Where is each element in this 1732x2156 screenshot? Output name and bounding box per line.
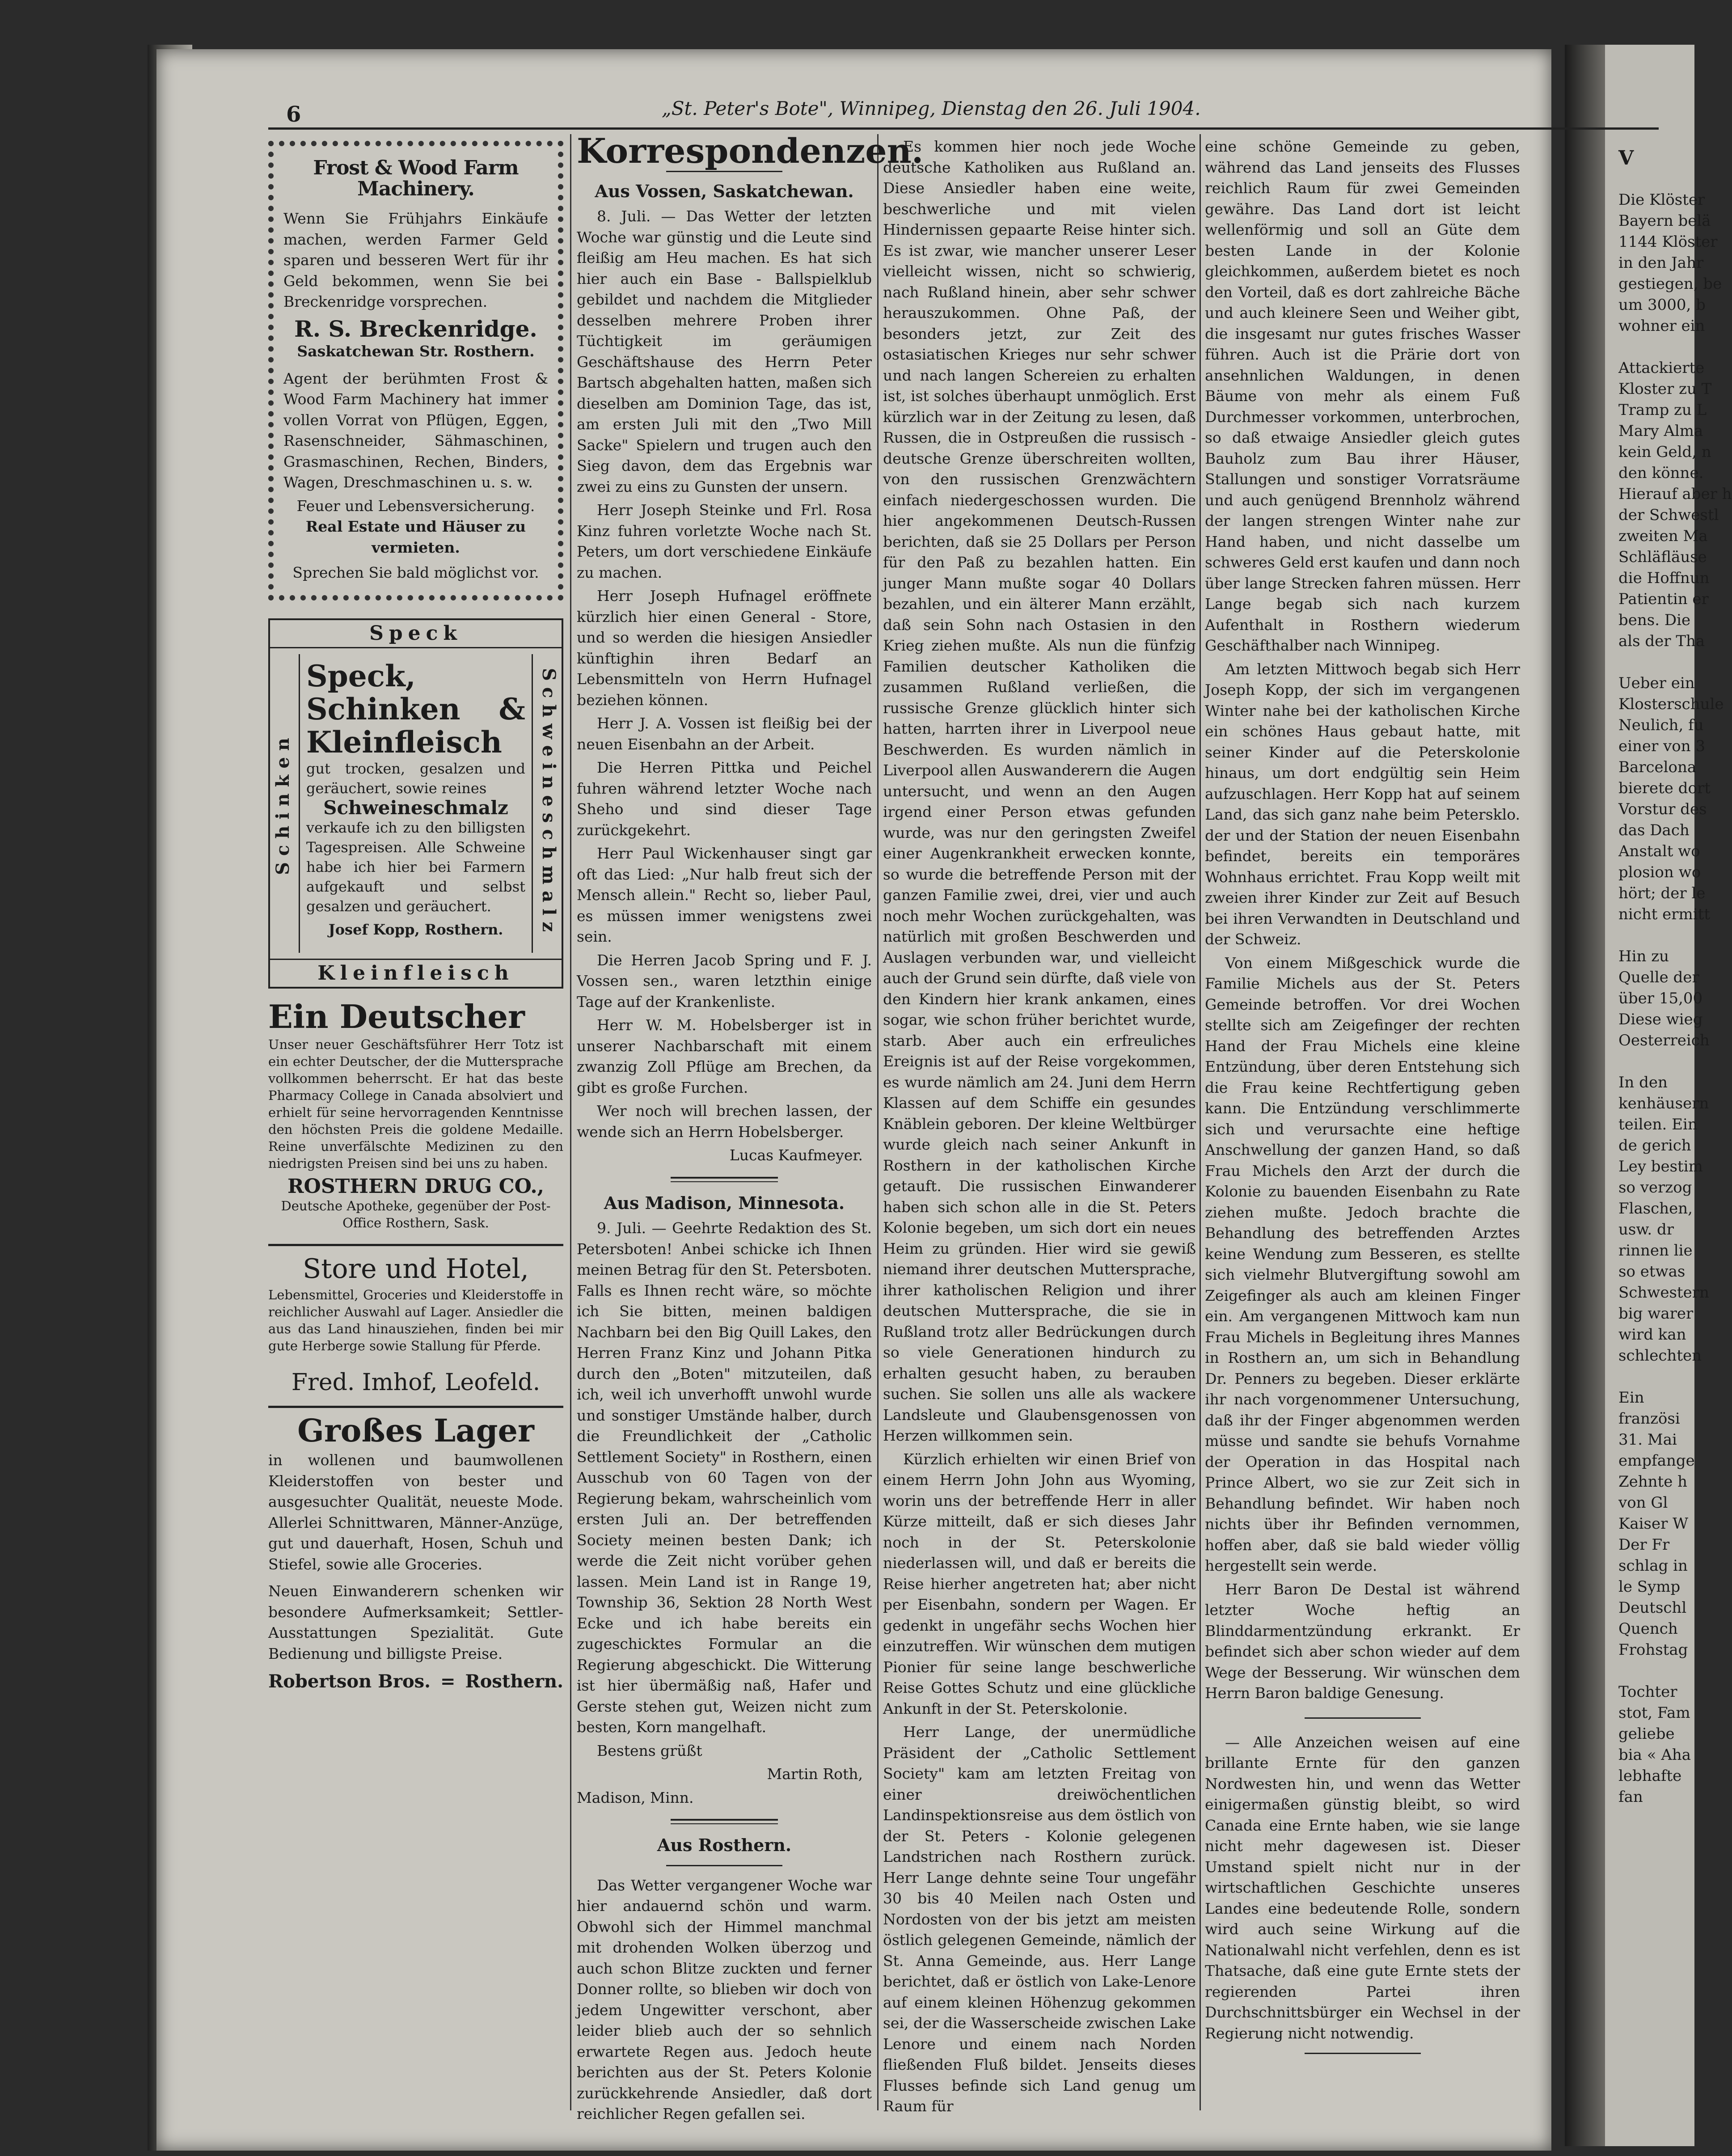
facing-page-line: Patientin er: [1618, 590, 1709, 608]
ad-signature-dash: =: [440, 1671, 456, 1692]
facing-page-line: Attackierte: [1618, 359, 1705, 377]
ad-frost-wood: [268, 141, 563, 600]
paragraph: Herr J. A. Vossen ist fleißig bei der neuen Eisenbahn an der Arbeit.: [577, 714, 872, 753]
facing-page-line: de gerich: [1618, 1137, 1691, 1154]
ad-title: Store und Hotel,: [303, 1253, 529, 1285]
facing-page-line: V: [1618, 147, 1634, 169]
paragraph: Am letzten Mittwoch begab sich Herr Joseph Kopp, der sich im vergangenen Winter nahe bei der katholischen Kirche ein schönes Haus gebaut hatte, mit seiner Kinder auf die Peterskolonie hinaus, um dort endgültig sein Heim aufzuschlagen. Herr Kopp hat auf seinem Land, das sich ganz nahe beim Petersklo. der und der Station der neuen Eisenbahn befindet, bereits ein temporäres Wohnhaus errichtet. Frau Kopp weilt mit zweien ihrer Kinder zur Zeit auf Besuch bei ihren Verwandten in Deutschland und der Schweiz.: [1205, 660, 1520, 948]
facing-page-line: Hierauf aber h: [1618, 485, 1732, 503]
ad-title: Ein Deutscher: [268, 997, 525, 1036]
facing-page-line: wird kan: [1618, 1326, 1686, 1344]
rule: [1305, 2053, 1421, 2054]
facing-page-line: Tochter: [1618, 1683, 1677, 1701]
column-ads: [268, 136, 563, 1692]
paragraph: Die Herren Pittka und Peichel fuhren während letzter Woche nach Sheho und sind dieser Tage zurückgekehrt.: [577, 759, 872, 839]
paragraph: Herr Joseph Steinke und Frl. Rosa Kinz fuhren vorletzte Woche nach St. Peters, um dort verschiedene Einkäufe zu machen.: [577, 501, 872, 581]
ad-signature-right: Rosthern.: [465, 1671, 563, 1692]
ad-body-2: Neuen Einwanderern schenken wir besondere Aufmerksamkeit; Settler-Ausstattungen Spezialität. Gute Bedienung und billigste Preise.: [268, 1582, 563, 1662]
facing-page-line: 1144 Klöster: [1618, 233, 1718, 251]
paragraph: Herr Baron De Destal ist während letzter Woche heftig an Blinddarmentzündung erkrankt. Er befindet sich aber schon wieder auf dem Wege der Besserung. Wir wünschen dem Herrn Baron baldige Genesung.: [1205, 1580, 1520, 1702]
facing-page-line: in den Jahr: [1618, 254, 1704, 272]
facing-page-line: über 15,00: [1618, 989, 1703, 1007]
rule: [666, 1865, 782, 1866]
ad-intro: Wenn Sie Frühjahrs Einkäufe machen, werden Farmer Geld sparen und besseren Wert für ihr Geld bekommen, wenn Sie bei Breckenridge vorsprechen.: [283, 210, 548, 310]
facing-page-line: usw. dr: [1618, 1221, 1674, 1239]
facing-page-line: Hin zu: [1618, 947, 1669, 965]
facing-page-line: um 3000, b: [1618, 296, 1706, 314]
facing-page-line: Quelle der: [1618, 968, 1699, 986]
ad-realestate: Real Estate und Häuser zu vermieten.: [305, 518, 526, 556]
facing-page-line: zweiten Ma: [1618, 527, 1708, 545]
ad-side-right: Schweineschmalz: [538, 668, 559, 938]
ad-band-bottom: Kleinfleisch: [270, 959, 562, 987]
column-correspondence: [577, 131, 924, 2127]
page-fold: [1565, 45, 1605, 2146]
facing-page-line: Ueber ein: [1618, 674, 1695, 692]
rule: [671, 1177, 778, 1182]
facing-page-line: das Dach: [1618, 821, 1690, 839]
facing-page-line: teilen. Ein: [1618, 1116, 1698, 1133]
facing-page-line: empfange: [1618, 1452, 1695, 1470]
facing-page-line: rinnen lie: [1618, 1242, 1693, 1260]
facing-page-line: bens. Die: [1618, 611, 1691, 629]
ad-body: Lebensmittel, Groceries und Kleiderstoffe in reichlicher Auswahl auf Lager. Ansiedler die aus das Land hinausziehen, finden bei mir gute Herberge sowie Stallung für Pferde.: [268, 1287, 563, 1353]
facing-page-line: lebhafte: [1618, 1767, 1682, 1785]
rule: [671, 1819, 778, 1824]
facing-page-fragment: [1565, 45, 1732, 2146]
facing-page-line: bia « Aha: [1618, 1746, 1691, 1764]
facing-page-line: Barcelona: [1618, 758, 1697, 776]
ad-store-hotel: [268, 1253, 563, 1396]
greeting: Bestens grüßt: [597, 1742, 702, 1759]
ad-line: verkaufe ich zu den billigsten Tagespreisen. Alle Schweine habe ich hier bei Farmern aufgekauft und selbst gesalzen und geräuchert.: [306, 819, 525, 915]
paragraph: Herr Paul Wickenhauser singt gar oft das Lied: „Nur halb freut sich der Mensch allein." Recht so, lieber Paul, es müssen immer wenigstens zwei sein.: [577, 845, 872, 945]
paragraph: eine schöne Gemeinde zu geben, während das Land jenseits des Flusses reichlich Raum für zwei Gemeinden gewähre. Das Land dort ist leicht wellenförmig und soll an Güte dem besten Lande in der Kolonie gleichkommen, außerdem bietet es noch den Vorteil, daß es dort zahlreiche Bäche und auch kleinere Seen und Weiher gibt, die insgesamt nur gutes frisches Wasser führen. Auch ist die Prärie dort von ansehnlichen Waldungen, in denen Bäume von mehr als einem Fuß Durchmesser vorkommen, unterbrochen, so daß etwaige Ansiedler gleich gutes Bauholz zum Bau ihrer Häuser, Stallungen und sonstiger Vorratsräume und auch genügend Brennholz während der langen strengen Winter nahe zur Hand haben, und nicht dasselbe um schweres Geld erst kaufen und dann noch über lange Strecken fahren müssen. Herr Lange begab sich nach kurzem Aufenthalt in Rosthern wiederum Geschäfthalber nach Winnipeg.: [1205, 138, 1520, 654]
ad-grosses-lager: [268, 1412, 563, 1692]
paragraph: Kürzlich erhielten wir einen Brief von einem Herrn John John aus Wyoming, worin uns der betreffende Herr in aller Kürze mitteilt, daß er sich dieses Jahr noch in der St. Peterskolonie niederlassen will, und daß er bereits die Reise hierher angetreten hat; aber nicht per Eisenbahn, sondern per Wagen. Er gedenkt in ungefähr sechs Wochen hier einzutreffen. Wir wünschen dem mutigen Pionier für seine lange beschwerliche Reise Gottes Schutz und eine glückliche Ankunft in der St. Peterskolonie.: [883, 1450, 1196, 1717]
paragraph: Herr W. M. Hobelsberger ist in unserer Nachbarschaft mit einem zwanzig Zoll Pflüge am Brechen, da gibt es große Furchen.: [577, 1016, 872, 1096]
ad-product: Schweineschmalz: [323, 796, 508, 819]
facing-page-line: Tramp zu L: [1618, 401, 1707, 419]
ad-body: Agent der berühmten Frost & Wood Farm Machinery hat immer vollen Vorrat von Pflügen, Eggen, Rasenschneider, Sähmaschinen, Grasmaschinen, Rechen, Binders, Wagen, Dreschmaschinen u. s. w.: [283, 369, 548, 491]
facing-page-line: Klosterschule: [1618, 695, 1724, 713]
paragraph: — Alle Anzeichen weisen auf eine brillante Ernte für den ganzen Nordwesten hin, und wenn das Wetter einigermaßen günstig bleibt, so wird Canada eine Ernte haben, wie sie lange nicht mehr dagewesen ist. Dieser Umstand spielt nicht nur in der wirtschaftlichen Geschichte unseres Landes eine bedeutende Rolle, sondern wird auch seine Wirkung auf die Nationalwahl nicht verfehlen, denn es ist Thatsache, daß eine gute Ernte stets der regierenden Partei ihren Durchschnittsbürger ein Wechsel in der Regierung nicht notwendig.: [1205, 1733, 1520, 2042]
facing-page-line: Zehnte h: [1618, 1473, 1688, 1491]
facing-page-line: einer von 3: [1618, 737, 1706, 755]
ad-separator: [268, 1406, 563, 1408]
facing-page-line: big warer: [1618, 1305, 1694, 1323]
ad-line: gut trocken, gesalzen und geräuchert, sowie reines: [306, 760, 525, 797]
facing-page-line: geliebe: [1618, 1725, 1675, 1743]
facing-page-line: kenhäusern: [1618, 1095, 1709, 1112]
facing-page-line: wohner ein: [1618, 317, 1705, 335]
paragraph: Herr Lange, der unermüdliche Präsident der „Catholic Settlement Society" kam am letzten Freitag von einer dreiwöchentlichen Landinspektionsreise aus dem östlich von der St. Peters - Kolonie gelegenen Landstrichen nach Rosthern zurück. Herr Lange dehnte seine Tour ungefähr 30 bis 40 Meilen nach Osten und Nordosten von der bis jetzt am meisten östlich gelegenen Gemeinde, nämlich der St. Anna Gemeinde, aus. Herr Lange berichtet, daß er östlich von Lake-Lenore auf einem kleinen Höhenzug gekommen sei, der die Wasserscheide zwischen Lake Lenore und einem nach Norden fließenden Fluß bildet. Jenseits dieses Flusses befinde sich Land genug um Raum für: [883, 1723, 1196, 2115]
facing-page-line: Bayern belä: [1618, 212, 1711, 230]
signature: Martin Roth,: [767, 1765, 863, 1783]
ad-address: Deutsche Apotheke, gegenüber der Post-Office Rosthern, Sask.: [281, 1198, 551, 1230]
article-title: Aus Madison, Minnesota.: [604, 1192, 845, 1213]
facing-page-line: hört; der le: [1618, 884, 1706, 902]
signature: Lucas Kaufmeyer.: [729, 1146, 863, 1164]
facing-page-line: Anstalt wo: [1618, 842, 1700, 860]
ad-separator: [268, 1244, 563, 1246]
ad-band-top: Speck: [270, 620, 562, 648]
column-rule: [1200, 134, 1201, 2110]
facing-page-line: als der Tha: [1618, 632, 1705, 650]
running-head: „St. Peter's Bote", Winnipeg, Dienstag den 26. Juli 1904.: [662, 97, 1201, 119]
facing-page-line: Schwestern: [1618, 1284, 1709, 1302]
paragraph: 8. Juli. — Das Wetter der letzten Woche war günstig und die Leute sind fleißig am Heu machen. Es hat sich hier auch ein Base - Ballspielklub gebildet und nachdem die Mitglieder desselben mehrere Proben ihrer Tüchtigkeit im geräumigen Geschäftshause des Herrn Peter Bartsch abgehalten hatten, maßen sich dieselben am Dominion Tage, das ist, am ersten Juli mit den „Two Mill Sacke" Spielern und trugen auch den Sieg davon, dem das Ergebnis war zwei zu eins zu Gunsten der unsern.: [577, 207, 872, 495]
section-title: Korrespondenzen.: [577, 131, 924, 171]
facing-page-line: nicht ermitt: [1618, 905, 1710, 923]
ad-body: in wollenen und baumwollenen Kleiderstoffen von bester und ausgesuchter Qualität, neueste Mode. Allerlei Schnittwaren, Männer-Anzüge, gut und dauerhaft, Hosen, Schuh und Stiefel, sowie alle Groceries.: [268, 1451, 563, 1573]
facing-page-line: französi: [1618, 1410, 1680, 1428]
ad-headline: Speck, Schinken & Kleinfleisch: [306, 658, 525, 760]
paragraph: Wer noch will brechen lassen, der wende sich an Herrn Hobelsberger.: [577, 1102, 872, 1141]
facing-page-line: Flaschen,: [1618, 1200, 1693, 1218]
facing-page-line: die Hoffnun: [1618, 569, 1710, 587]
ad-merchant-name: ROSTHERN DRUG CO.,: [287, 1175, 545, 1198]
facing-page-line: Diese wieg: [1618, 1010, 1703, 1028]
column-4: [1205, 136, 1520, 2063]
facing-page-line: so etwas: [1618, 1263, 1686, 1281]
ad-signature: Fred. Imhof, Leofeld.: [291, 1369, 541, 1396]
paragraph: Das Wetter vergangener Woche war hier andauernd schön und warm. Obwohl sich der Himmel manchmal mit drohenden Wolken überzog und auch schon Blitze zuckten und ferner Donner rollte, so blieben wir doch von jedem Ungewitter verschont, aber leider blieb auch der so sehnlich erwartete Regen aus. Jedoch heute berichten aus der St. Peters Kolonie zurückkehrende Ansiedler, daß dort reichlicher Regen gefallen sei.: [577, 1876, 872, 2122]
ad-speck: [268, 618, 563, 989]
facing-page-line: Neulich, fu: [1618, 716, 1704, 734]
ad-speck-inner: [299, 654, 533, 953]
facing-page-line: 31. Mai: [1618, 1431, 1677, 1449]
facing-page-line: bierete dort: [1618, 779, 1711, 797]
facing-page-line: le Symp: [1618, 1578, 1681, 1596]
facing-page-line: In den: [1618, 1074, 1668, 1091]
facing-page-line: Kaiser W: [1618, 1515, 1689, 1533]
facing-page-line: der Schwestl: [1618, 506, 1719, 524]
ad-insurance: Feuer und Lebensversicherung.: [296, 497, 535, 515]
facing-page-line: schlechten: [1618, 1347, 1702, 1365]
ad-body: Unser neuer Geschäftsführer Herr Totz ist ein echter Deutscher, der die Muttersprache vollkommen beherrscht. Er hat das beste Pharmacy College in Canada absolviert und erhielt für seine hervorragenden Kenntnisse den höchsten Preis die goldene Medaille. Reine unverfälschte Medizinen zu den niedrigsten Preisen sind bei uns zu haben.: [268, 1037, 563, 1171]
article-title: Aus Rosthern.: [657, 1835, 792, 1855]
header-rule: [268, 127, 1659, 130]
facing-page-line: gestiegen, be: [1618, 275, 1722, 293]
facing-page-line: Frohstag: [1618, 1641, 1688, 1659]
ad-drug-store: [268, 997, 563, 1231]
column-rule: [570, 134, 571, 2110]
paragraph: 9. Juli. — Geehrte Redaktion des St. Petersboten! Anbei schicke ich Ihnen meinen Betrag für den St. Petersboten. Falls es Ihnen recht wäre, so möchte ich Sie bitten, meinen baldigen Nachbarn bei den Big Quill Lakes, den Herren Franz Kinz und Johann Pitka durch den „Boten" mitzuteilen, daß ich, weil ich unverhofft unwohl wurde und sonstiger Umstände halber, durch die Freundlichkeit der „Catholic Settlement Society" in Rosthern, einen Ausschub von 60 Tagen von der Regierung bekam, wahrscheinlich vom ersten Juli an. Der betreffenden Society meinen besten Dank; ich werde die Zeit nicht vorüber gehen lassen. Mein Land ist in Range 19, Township 36, Sektion 28 North West Ecke und ich habe bereits ein zugeschicktes Formular an die Regierung abgeschickt. Die Witterung ist hier übermäßig naß, Hafer und Gerste stehen gut, Weizen nicht zum besten, Korn mangelhaft.: [577, 1219, 872, 1736]
facing-page-line: von Gl: [1618, 1494, 1668, 1512]
facing-page-line: Schläfläuse: [1618, 548, 1707, 566]
facing-page-line: Quench: [1618, 1620, 1678, 1638]
page-number: 6: [286, 102, 301, 127]
facing-page-line: Ley bestim: [1618, 1158, 1703, 1175]
paragraph: Es kommen hier noch jede Woche deutsche Katholiken aus Rußland an. Diese Ansiedler haben eine weite, beschwerliche und mit vielen Hindernissen gepaarte Reise hinter sich. Es ist zwar, wie mancher unserer Leser vielleicht wissen, nicht so schwierig, nach Rußland hinein, aber sehr schwer herauszukommen. Ohne Paß, der besonders jetzt, zur Zeit des ostasiatischen Krieges nur sehr schwer und nach langen Schereien zu erhalten ist, ist solches überhaupt unmöglich. Erst kürzlich war in der Zeitung zu lesen, daß Russen, die in Ostpreußen die russisch - deutsche Grenze überschreiten wollten, von den russischen Grenzwächtern einfach niedergeschossen wurden. Die hier angekommenen Deutsch-Russen berichten, daß sie 25 Dollars per Person für den Paß zu bezahlen hatten. Ein junger Mann mußte sogar 40 Dollars bezahlen, und ein älterer Mann erzählt, daß sein Sohn nach Ostasien in den Krieg ziehen mußte. Als nun die fünfzig Familien deutscher Katholiken die zusammen Rußland verließen, die russische Grenze glücklich hinter sich hatten, harrten ihrer in Liverpool neue Beschwerden. Es wurden nämlich in Liverpool allen Auswanderern die Augen untersucht, und wenn an den Augen irgend einer Person etwas gefunden wurde, was nur den geringsten Zweifel einer Augenkrankheit erwecken konnte, so wurde die betreffende Person mit der ganzen Familie zwei, drei, vier und auch noch mehr Wochen zurückgehalten, was natürlich mit großen Beschwerden und Auslagen verbunden war, und vielleicht auch der Grund sein dürfte, daß viele von den Kindern hier krank ankamen, eines sogar, wie schon früher berichtet wurde, starb. Aber auch ein erfreuliches Ereignis ist auf der Reise vorgekommen, es wurde nämlich am 24. Juni dem Herrn Klassen auf dem Schiffe ein gesundes Knäblein geboren. Der kleine Weltbürger wurde gleich nach seiner Ankunft in Rosthern in der katholischen Kirche getauft. Die russischen Einwanderer haben sich schon alle in die St. Peters Kolonie begeben, um sich dort ein neues Heim zu gründen. Hier wird sie gewiß niemand ihrer deutschen Muttersprache, ihrer katholischen Religion und ihrer deutschen Muttersprache, die sie in Rußland trotz aller Bedrückungen durch so viele Generationen hindurch zu erhalten gesucht haben, zu berauben suchen. Sie sollen uns alle als wackere Landsleute und Glaubensgenossen von Herzen willkommen sein.: [883, 138, 1196, 1444]
facing-page-line: Die Klöster: [1618, 191, 1705, 209]
facing-page-line: Der Fr: [1618, 1536, 1670, 1554]
facing-page-line: Oesterreich: [1618, 1031, 1710, 1049]
ad-title: Frost & Wood Farm Machinery.: [313, 156, 519, 200]
facing-page-line: so verzog: [1618, 1179, 1692, 1196]
ad-merchant-name: R. S. Breckenridge.: [294, 315, 537, 342]
facing-page-line: den könne.: [1618, 464, 1704, 482]
article-title: Aus Vossen, Saskatchewan.: [595, 181, 854, 201]
ad-signature: [268, 1671, 563, 1692]
ad-signature-left: Robertson Bros.: [268, 1671, 431, 1692]
facing-page-line: Mary Alma: [1618, 422, 1703, 440]
ad-signature: Josef Kopp, Rosthern.: [328, 921, 503, 938]
facing-page-line: schlag in: [1618, 1557, 1688, 1575]
ad-title: Großes Lager: [297, 1412, 534, 1449]
paragraph: Die Herren Jacob Spring und F. J. Vossen sen., waren letzthin einige Tage auf der Krankenliste.: [577, 951, 872, 1010]
ad-closing: Sprechen Sie bald möglichst vor.: [292, 564, 539, 581]
facing-page-line: fan: [1618, 1788, 1643, 1806]
column-rule: [877, 134, 879, 2110]
facing-page-line: Ein: [1618, 1389, 1644, 1407]
facing-page-line: plosion wo: [1618, 863, 1701, 881]
column-3: [883, 136, 1196, 2120]
facing-page-line: Deutschl: [1618, 1599, 1687, 1617]
paragraph: Von einem Mißgeschick wurde die Familie Michels aus der St. Peters Gemeinde betroffen. Vor drei Wochen stellte sich am Zeigefinger der rechten Hand der Frau Michels eine kleine Entzündung, über deren Entstehung sich die Frau keine Rechtfertigung geben kann. Die Entzündung verschlimmerte sich und verursachte eine heftige Anschwellung der ganzen Hand, so daß Frau Michels den Arzt der durch die Kolonie zu bauenden Eisenbahn zu Rate ziehen mußte. Jedoch brachte die Behandlung des betreffenden Arztes keine Wendung zum Besseren, es stellte sich vielmehr Blutvergiftung sowohl am Zeigefinger als auch am kleinen Finger ein. Am vergangenen Mittwoch kam nun Frau Michels in Begleitung ihres Mannes in Rosthern an, um sich in Behandlung Dr. Penners zu begeben. Dieser erklärte ihr nach vorgenommener Untersuchung, daß ihr der Finger abgenommen werden müsse und sandte sie behufs Vornahme der Operation in das Hospital nach Prince Albert, wo sie zur Zeit sich in Behandlung befindet. Wir haben noch nichts über ihr Befinden vernommen, hoffen aber, daß sie bald wieder völlig hergestellt sein werde.: [1205, 954, 1520, 1574]
facing-page-line: Vorstur des: [1618, 800, 1707, 818]
facing-page-line: Kloster zu T: [1618, 380, 1712, 398]
facing-page-line: stot, Fam: [1618, 1704, 1690, 1722]
facing-page-line: kein Geld, n: [1618, 443, 1711, 461]
rule: [1305, 1717, 1421, 1719]
paragraph: Herr Joseph Hufnagel eröffnete kürzlich hier einen General - Store, und so werden die hiesigen Ansiedler künftighin ihren Bedarf an Lebensmitteln von Herrn Hufnagel beziehen können.: [577, 587, 872, 709]
ad-street: Saskatchewan Str. Rosthern.: [297, 342, 535, 360]
place: Madison, Minn.: [577, 1788, 694, 1806]
ad-side-left: Schinken: [272, 731, 293, 875]
